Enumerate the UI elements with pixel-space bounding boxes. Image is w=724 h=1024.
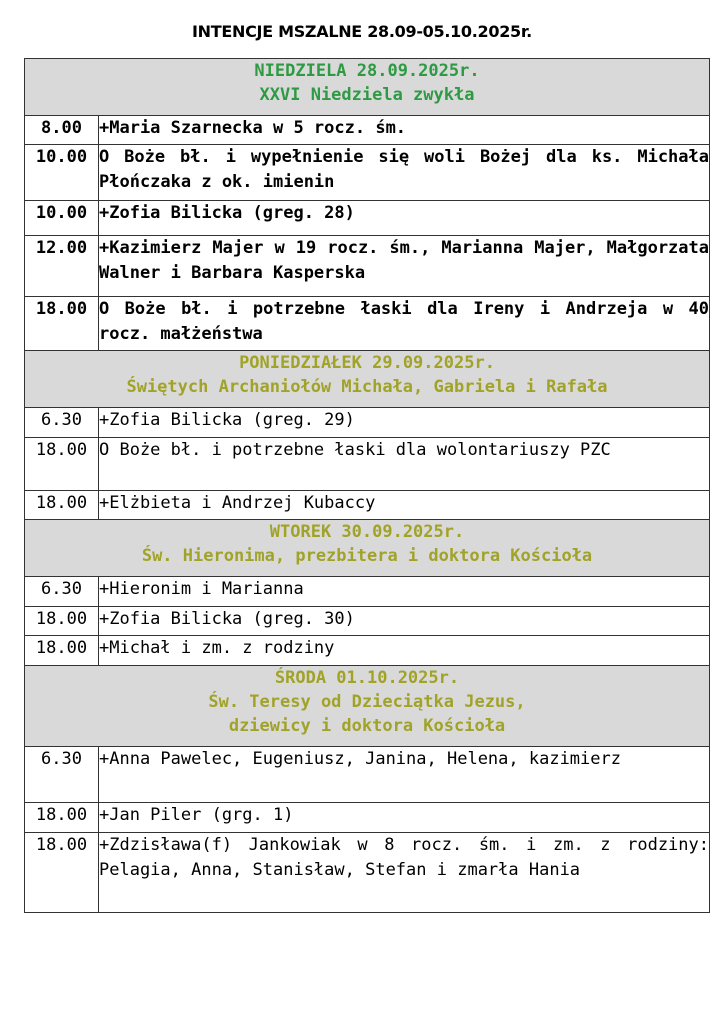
mass-time: 18.00 <box>25 491 99 520</box>
day-header <box>25 351 710 408</box>
intentions-table <box>24 58 710 913</box>
mass-intention: O Boże bł. i potrzebne łaski dla Ireny i Andrzeja w 40 rocz. małżeństwa <box>99 297 710 351</box>
mass-intention: O Boże bł. i wypełnienie się woli Bożej dla ks. Michała Płończaka z ok. imienin <box>99 145 710 201</box>
mass-row <box>25 803 710 833</box>
mass-intention: +Maria Szarnecka w 5 rocz. śm. <box>99 116 710 145</box>
mass-intention: +Zofia Bilicka (greg. 28) <box>99 201 710 236</box>
day-header <box>25 59 710 116</box>
mass-intention: +Zdzisława(f) Jankowiak w 8 rocz. śm. i zm. z rodziny: Pelagia, Anna, Stanisław, Stefan i zmarła Hania <box>99 833 710 913</box>
day-feast: Świętych Archaniołów Michała, Gabriela i Rafała <box>126 377 608 397</box>
day-feast-cont: dziewicy i doktora Kościoła <box>228 716 506 736</box>
mass-time: 18.00 <box>25 297 99 351</box>
mass-row <box>25 577 710 607</box>
mass-intention: +Zofia Bilicka (greg. 29) <box>99 408 710 438</box>
mass-intention: +Anna Pawelec, Eugeniusz, Janina, Helena, kazimierz <box>99 747 710 803</box>
day-header-row <box>25 351 710 408</box>
mass-time: 12.00 <box>25 236 99 297</box>
mass-row <box>25 636 710 666</box>
mass-row <box>25 201 710 236</box>
page-title: INTENCJE MSZALNE 28.09-05.10.2025r. <box>192 22 532 41</box>
mass-row <box>25 297 710 351</box>
day-header-row <box>25 520 710 577</box>
mass-time: 10.00 <box>25 201 99 236</box>
day-header-row <box>25 59 710 116</box>
day-date: WTOREK 30.09.2025r. <box>269 522 465 542</box>
mass-row <box>25 833 710 913</box>
day-header-row <box>25 666 710 747</box>
mass-intention: +Hieronim i Marianna <box>99 577 710 607</box>
mass-intention: O Boże bł. i potrzebne łaski dla wolontariuszy PZC <box>99 438 710 491</box>
mass-intention: +Kazimierz Majer w 19 rocz. śm., Marianna Majer, Małgorzata Walner i Barbara Kasperska <box>99 236 710 297</box>
mass-time: 8.00 <box>25 116 99 145</box>
day-feast: Św. Hieronima, prezbitera i doktora Kościoła <box>141 546 593 566</box>
day-header <box>25 520 710 577</box>
mass-time: 6.30 <box>25 747 99 803</box>
mass-intention: +Elżbieta i Andrzej Kubaccy <box>99 491 710 520</box>
mass-row <box>25 438 710 491</box>
mass-row <box>25 145 710 201</box>
mass-time: 18.00 <box>25 636 99 666</box>
mass-intention: +Jan Piler (grg. 1) <box>99 803 710 833</box>
day-date: ŚRODA 01.10.2025r. <box>274 668 460 688</box>
mass-time: 18.00 <box>25 438 99 491</box>
day-feast: Św. Teresy od Dzieciątka Jezus, <box>208 692 526 712</box>
mass-time: 10.00 <box>25 145 99 201</box>
day-date: NIEDZIELA 28.09.2025r. <box>254 61 480 81</box>
mass-row <box>25 408 710 438</box>
mass-intention: +Zofia Bilicka (greg. 30) <box>99 607 710 636</box>
mass-time: 6.30 <box>25 408 99 438</box>
mass-row <box>25 116 710 145</box>
day-header <box>25 666 710 747</box>
mass-intention: +Michał i zm. z rodziny <box>99 636 710 666</box>
mass-time: 18.00 <box>25 607 99 636</box>
mass-time: 18.00 <box>25 803 99 833</box>
mass-row <box>25 491 710 520</box>
mass-row <box>25 236 710 297</box>
mass-row <box>25 747 710 803</box>
day-feast: XXVI Niedziela zwykła <box>259 85 475 105</box>
mass-time: 18.00 <box>25 833 99 913</box>
mass-time: 6.30 <box>25 577 99 607</box>
mass-row <box>25 607 710 636</box>
day-date: PONIEDZIAŁEK 29.09.2025r. <box>239 353 495 373</box>
